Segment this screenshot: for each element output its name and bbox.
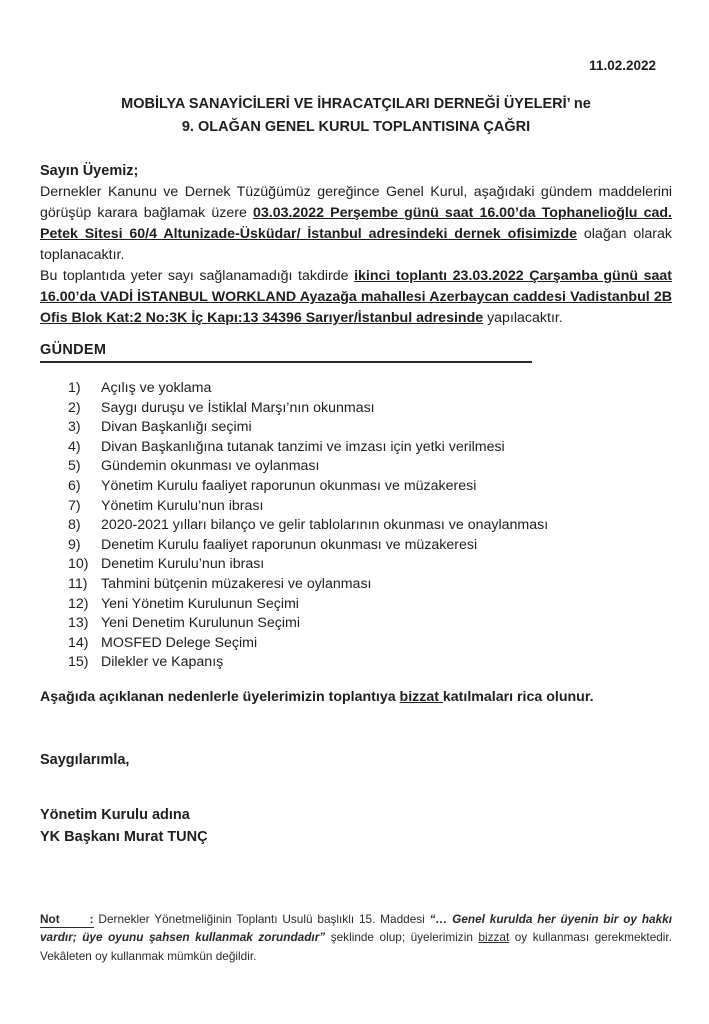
agenda-item-text: Divan Başkanlığı seçimi: [101, 419, 252, 436]
agenda-item: [40, 477, 672, 497]
agenda-item-text: Denetim Kurulu’nun ibrası: [101, 556, 265, 573]
para1-emphasis: 03.03.2022 Perşembe günü saat 16.00’da Tophanelioğlu cad. Petek Sitesi 60/4 Altunizade-Üsküdar/ İstanbul adresindeki dernek ofisimizde: [40, 205, 672, 242]
signature-block: [40, 804, 672, 848]
agenda-heading-rule: [40, 341, 532, 363]
agenda-item: [40, 379, 672, 399]
request-tail: katılmaları rica olunur.: [442, 688, 594, 705]
agenda-item: [40, 457, 672, 477]
salutation: Sayın Üyemiz;: [40, 163, 139, 179]
agenda-item: [40, 516, 672, 536]
footnote-bizzat: bizzat: [478, 930, 510, 945]
paragraph-second-meeting: [40, 266, 672, 329]
footnote-quote: “… Genel kurulda her üyenin bir oy hakkı vardır; üye oyunu şahsen kullanmak zorundadır”: [40, 911, 672, 945]
footnote-label: Not: [40, 911, 60, 926]
agenda-list: [40, 379, 672, 673]
agenda-item-number: 10): [68, 556, 89, 573]
agenda-item-number: 4): [68, 438, 81, 455]
agenda-item: [40, 653, 672, 673]
agenda-item-number: 3): [68, 419, 81, 436]
signature-line-1: Yönetim Kurulu adına: [40, 806, 190, 823]
agenda-item-number: 7): [68, 497, 81, 514]
footnote-label-rule: [40, 912, 94, 928]
footnote-text-end: oy kullanması gerekmektedir. Vekâleten oy kullanmak mümkün değildir.: [40, 930, 672, 963]
agenda-item-number: 9): [68, 536, 81, 553]
document-title: [40, 93, 672, 139]
agenda-item-text: Dilekler ve Kapanış: [101, 654, 224, 671]
agenda-item-text: Açılış ve yoklama: [101, 380, 212, 396]
footnote: [40, 910, 672, 966]
footnote-colon: :: [89, 911, 94, 926]
agenda-item-number: 6): [68, 477, 81, 494]
agenda-item-text: Gündemin okunması ve oylanması: [101, 458, 320, 475]
title-line-2: 9. OLAĞAN GENEL KURUL TOPLANTISINA ÇAĞRI: [181, 119, 531, 135]
footnote-text-before-quote: Dernekler Yönetmeliğinin Toplantı Usulü başlıklı 15. Maddesi: [93, 911, 430, 926]
agenda-item: [40, 614, 672, 634]
signature-line-2: YK Başkanı Murat TUNÇ: [40, 828, 208, 845]
agenda-item-number: 11): [68, 575, 88, 592]
footnote-text-after-quote: şeklinde olup; üyelerimizin: [325, 930, 479, 945]
agenda-item-number: 2): [68, 399, 81, 416]
agenda-item-number: 5): [68, 458, 81, 475]
agenda-item-text: Denetim Kurulu faaliyet raporunun okunması ve müzakeresi: [101, 536, 478, 553]
agenda-item-text: Saygı duruşu ve İstiklal Marşı’nın okunması: [101, 399, 375, 416]
para2-lead: Bu toplantıda yeter sayı sağlanamadığı takdirde: [40, 268, 355, 284]
agenda-item-number: 12): [68, 595, 89, 612]
document-date: 11.02.2022: [589, 58, 656, 73]
request-underlined-word: bizzat: [399, 688, 443, 705]
paragraph-first-meeting: [40, 182, 672, 266]
title-line-1: MOBİLYA SANAYİCİLERİ VE İHRACATÇILARI DERNEĞİ ÜYELERİ’ ne: [121, 96, 591, 112]
agenda-item-text: Yönetim Kurulu’nun ibrası: [101, 497, 264, 514]
closing-salutation: Saygılarımla,: [40, 751, 130, 768]
para1-lead: Dernekler Kanunu ve Dernek Tüzüğümüz gereğince Genel Kurul, aşağıdaki gündem maddelerini görüşüp karara bağlamak üzere: [40, 184, 672, 221]
para2-tail: yapılacaktır.: [483, 310, 563, 326]
agenda-item-number: 13): [68, 615, 89, 632]
agenda-item: [40, 555, 672, 575]
agenda-item-number: 8): [68, 517, 81, 534]
agenda-item-number: 15): [68, 654, 89, 671]
attendance-request-line: [40, 687, 672, 708]
agenda-heading: GÜNDEM: [40, 342, 107, 358]
agenda-item: [40, 536, 672, 556]
agenda-item-number: 14): [68, 634, 89, 651]
agenda-item: [40, 497, 672, 517]
agenda-item-text: Yeni Yönetim Kurulunun Seçimi: [101, 595, 299, 612]
agenda-item: [40, 595, 672, 615]
agenda-item-text: 2020-2021 yılları bilanço ve gelir tablolarının okunması ve onaylanması: [101, 517, 549, 534]
agenda-item-text: Yönetim Kurulu faaliyet raporunun okunması ve müzakeresi: [101, 477, 477, 494]
para1-tail: olağan olarak toplanacaktır.: [40, 226, 672, 263]
agenda-item: [40, 634, 672, 654]
agenda-item-text: Divan Başkanlığına tutanak tanzimi ve imzası için yetki verilmesi: [101, 438, 505, 455]
agenda-item-text: Tahmini bütçenin müzakeresi ve oylanması: [101, 575, 372, 592]
agenda-item: [40, 399, 672, 419]
agenda-item: [40, 575, 672, 595]
para2-emphasis: ikinci toplantı 23.03.2022 Çarşamba günü saat 16.00’da VADİ İSTANBUL WORKLAND Ayazağa mahallesi Azerbaycan caddesi Vadistanbul 2B Ofis Blok Kat:2 No:3K İç Kapı:13 34396 Sarıyer/İstanbul adresinde: [40, 268, 672, 326]
agenda-item-number: 1): [68, 380, 81, 396]
agenda-item: [40, 438, 672, 458]
agenda-item-text: Yeni Denetim Kurulunun Seçimi: [101, 615, 300, 632]
agenda-item-text: MOSFED Delege Seçimi: [101, 634, 258, 651]
request-lead: Aşağıda açıklanan nedenlerle üyelerimizin toplantıya: [40, 688, 400, 705]
agenda-item: [40, 418, 672, 438]
